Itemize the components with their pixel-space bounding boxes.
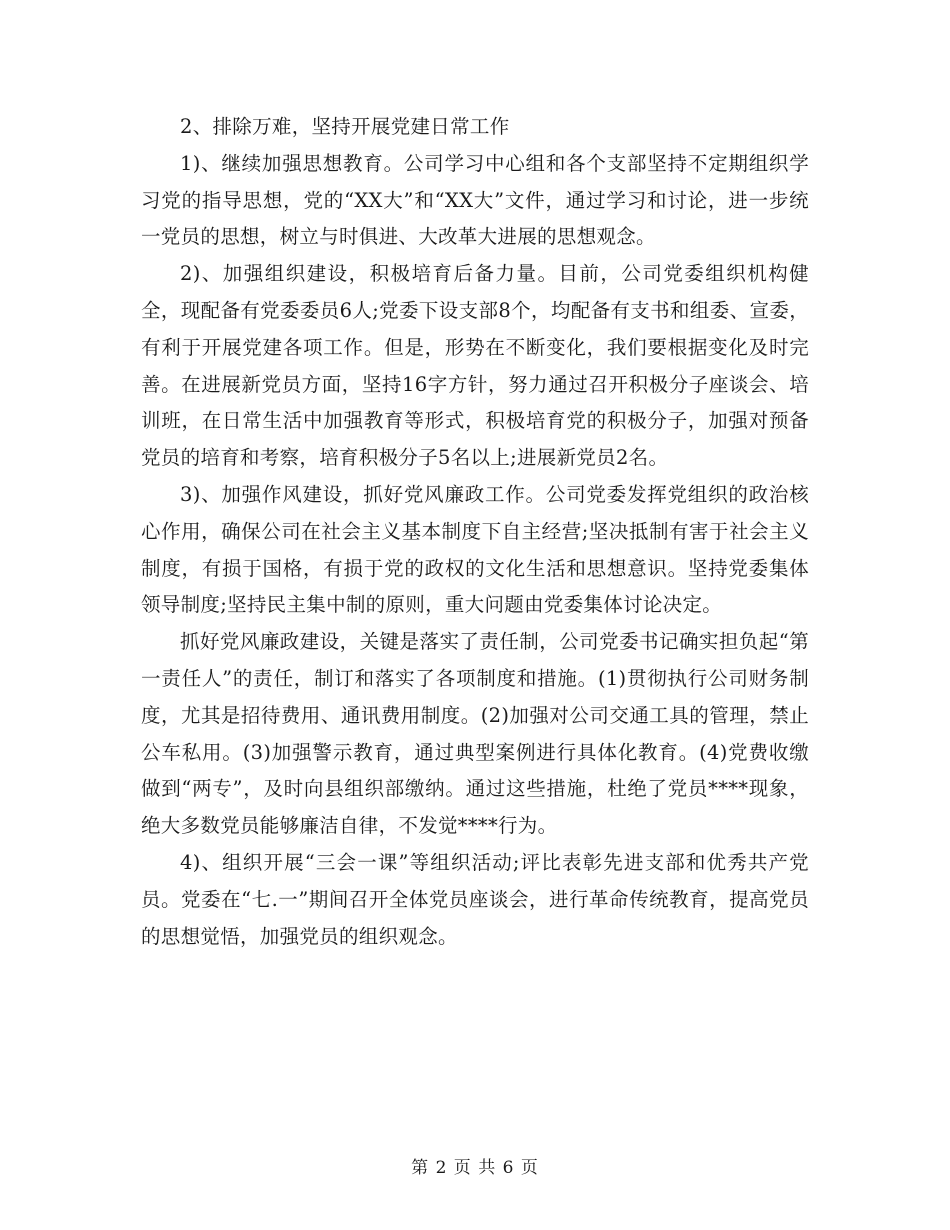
document-body <box>141 109 809 955</box>
paragraph-work-style: 3)、加强作风建设，抓好党风廉政工作。公司党委发挥党组织的政治核心作用，确保公司在社会主义基本制度下自主经营;坚决抵制有害于社会主义制度，有损于国格，有损于党的政权的文化生活和思想意识。坚持党委集体领导制度;坚持民主集中制的原则，重大问题由党委集体讨论决定。 <box>141 482 809 617</box>
paragraph-integrity: 抓好党风廉政建设，关键是落实了责任制，公司党委书记确实担负起“第一责任人”的责任，制订和落实了各项制度和措施。(1)贯彻执行公司财务制度，尤其是招待费用、通讯费用制度。(2)加强对公司交通工具的管理，禁止公车私用。(3)加强警示教育，通过典型案例进行具体化教育。(4)党费收缴做到“两专”，及时向县组织部缴纳。通过这些措施，杜绝了党员****现象，绝大多数党员能够廉洁自律，不发觉****行为。 <box>141 630 809 838</box>
paragraph-ideological-education: 1)、继续加强思想教育。公司学习中心组和各个支部坚持不定期组织学习党的指导思想，党的“XX大”和“XX大”文件，通过学习和讨论，进一步统一党员的思想，树立与时俱进、大改革大进展的思想观念。 <box>141 151 809 249</box>
page-number-footer: 第 2 页 共 6 页 <box>411 1158 539 1178</box>
paragraph-activities: 4)、组织开展“三会一课”等组织活动;评比表彰先进支部和优秀共产党员。党委在“七.一”期间召开全体党员座谈会，进行革命传统教育，提高党员的思想觉悟，加强党员的组织观念。 <box>141 850 809 948</box>
section-heading: 2、排除万难，坚持开展党建日常工作 <box>180 115 510 138</box>
paragraph-organization-building: 2)、加强组织建设，积极培育后备力量。目前，公司党委组织机构健全，现配备有党委委员6人;党委下设支部8个，均配备有支书和组委、宣委，有利于开展党建各项工作。但是，形势在不断变化，我们要根据变化及时完善。在进展新党员方面，坚持16字方针，努力通过召开积极分子座谈会、培训班，在日常生活中加强教育等形式，积极培育党的积极分子，加强对预备党员的培育和考察，培育积极分子5名以上;进展新党员2名。 <box>141 262 809 470</box>
